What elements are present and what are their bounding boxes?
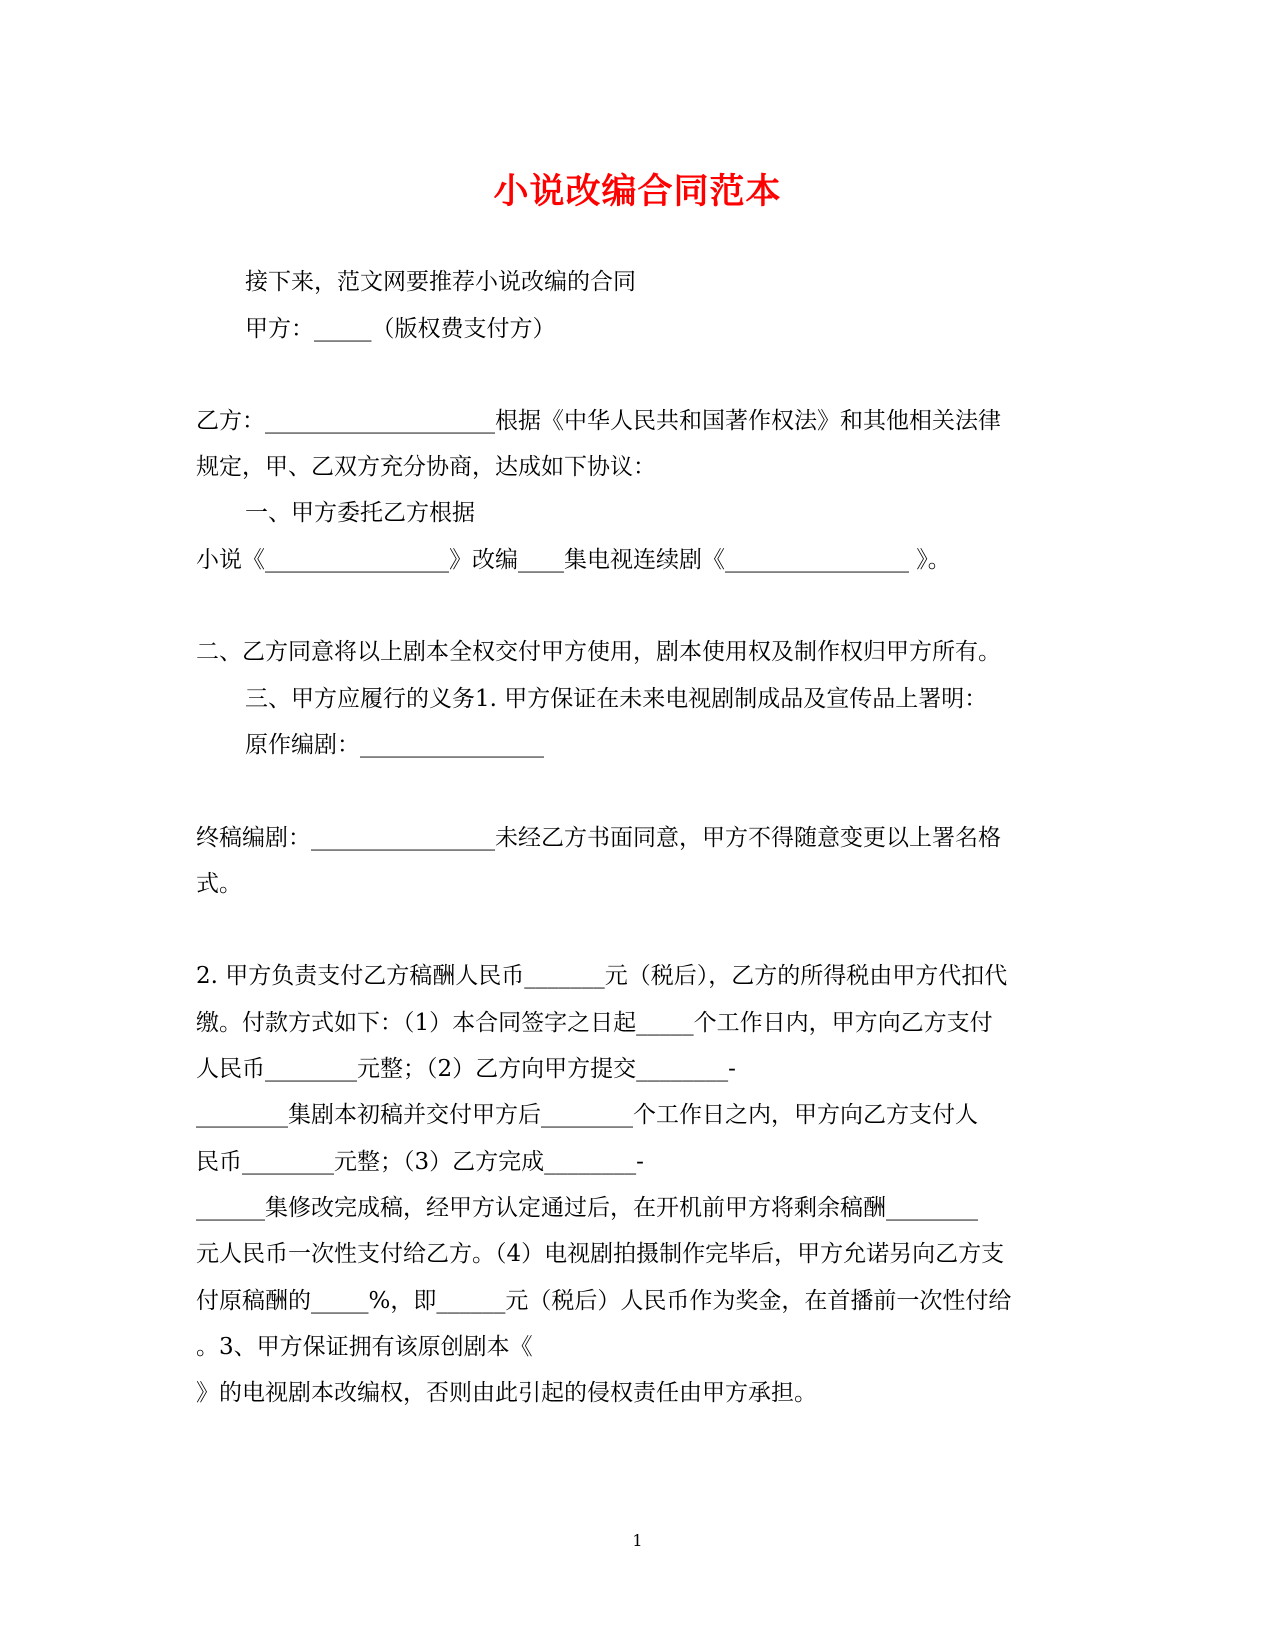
clause-three-heading: 三、甲方应履行的义务1. 甲方保证在未来电视剧制成品及宣传品上署明： xyxy=(245,686,988,712)
payment-line-8: 付原稿酬的_____%，即______元（税后）人民币作为奖金，在首播前一次性付给 xyxy=(196,1288,1012,1314)
payment-line-4: ________集剧本初稿并交付甲方后________个工作日之内，甲方向乙方支付人 xyxy=(196,1102,978,1128)
final-writer-line-end: 式。 xyxy=(196,871,242,897)
intro-line: 接下来，范文网要推荐小说改编的合同 xyxy=(245,269,636,295)
clause-one-heading: 一、甲方委托乙方根据 xyxy=(245,500,475,526)
payment-line-2: 缴。付款方式如下：（1）本合同签字之日起_____个工作日内，甲方向乙方支付 xyxy=(196,1010,993,1036)
warranty-line-2: 》的电视剧本改编权，否则由此引起的侵权责任由甲方承担。 xyxy=(196,1380,817,1406)
party-a-line: 甲方：_____（版权费支付方） xyxy=(245,316,556,342)
payment-line-7: 元人民币一次性支付给乙方。（4）电视剧拍摄制作完毕后，甲方允诺另向乙方支 xyxy=(196,1241,1005,1267)
document-title: 小说改编合同范本 xyxy=(493,171,782,212)
clause-two: 二、乙方同意将以上剧本全权交付甲方使用，剧本使用权及制作权归甲方所有。 xyxy=(196,639,1001,665)
payment-line-6: ______集修改完成稿，经甲方认定通过后，在开机前甲方将剩余稿酬________ xyxy=(196,1195,978,1221)
agreement-line: 规定，甲、乙双方充分协商，达成如下协议： xyxy=(196,454,656,480)
payment-line-3: 人民币________元整；（2）乙方向甲方提交________- xyxy=(196,1056,736,1082)
final-writer-line: 终稿编剧：________________未经乙方书面同意，甲方不得随意变更以上署名格 xyxy=(196,825,1001,851)
payment-line-5: 民币________元整；（3）乙方完成________- xyxy=(196,1149,644,1175)
clause-one-body: 小说《________________》改编____集电视连续剧《________________ 》。 xyxy=(196,547,951,573)
original-writer-line: 原作编剧：________________ xyxy=(245,732,544,758)
payment-line-1: 2. 甲方负责支付乙方稿酬人民币_______元（税后），乙方的所得税由甲方代扣代 xyxy=(196,963,1008,989)
warranty-line-1: 。3、甲方保证拥有该原创剧本《 xyxy=(196,1334,533,1360)
page-number: 1 xyxy=(632,1531,643,1550)
party-b-line: 乙方：____________________根据《中华人民共和国著作权法》和其他相关法律 xyxy=(196,408,1001,434)
